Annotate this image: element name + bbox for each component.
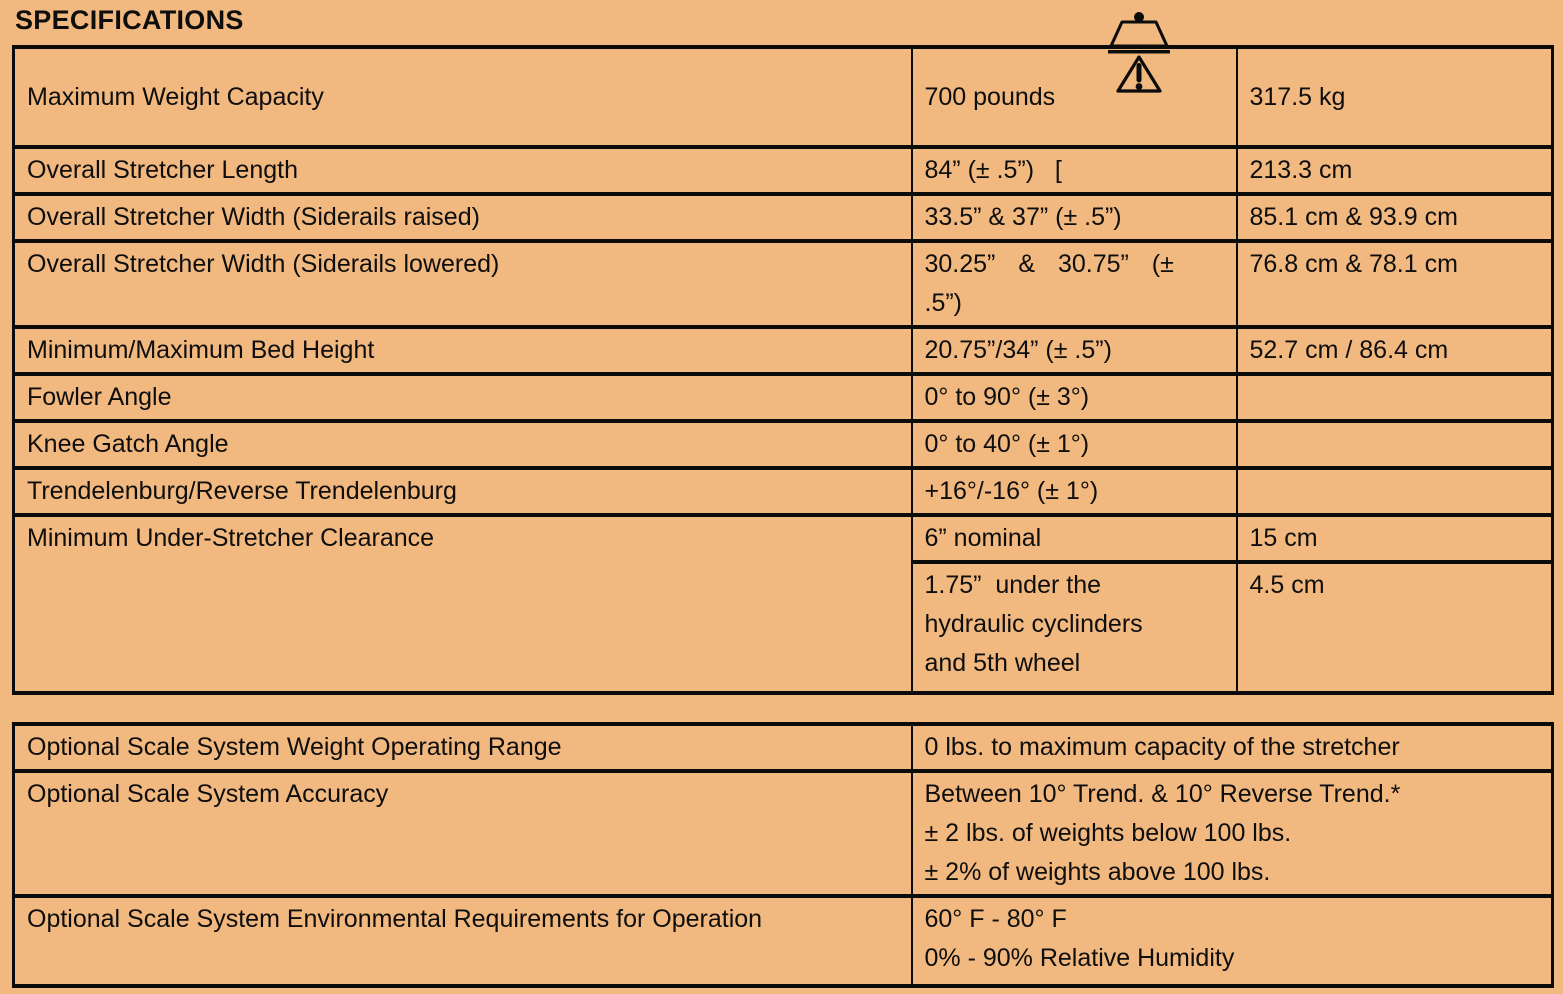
spec-imperial: 6” nominal [912, 515, 1237, 562]
spec-imperial: 700 pounds [912, 47, 1237, 147]
scale-value: 0 lbs. to maximum capacity of the stretcher [912, 724, 1553, 771]
spec-label: Minimum/Maximum Bed Height [14, 327, 912, 374]
spec-imperial [912, 241, 1237, 327]
spec-label: Overall Stretcher Width (Siderails raised) [14, 194, 912, 241]
spec-imperial: 0° to 40° (± 1°) [912, 421, 1237, 468]
spec-metric [1237, 468, 1553, 515]
table-row [14, 374, 1553, 421]
spec-label: Overall Stretcher Length [14, 147, 912, 194]
weight-icon [1108, 12, 1170, 54]
spec-imperial: 0° to 90° (± 3°) [912, 374, 1237, 421]
spec-metric: 52.7 cm / 86.4 cm [1237, 327, 1553, 374]
spec-imperial: 84” (± .5”) [ [912, 147, 1237, 194]
table-row [14, 724, 1553, 771]
spec-imperial: 20.75”/34” (± .5”) [912, 327, 1237, 374]
value-line: 30.25” & 30.75” (± [924, 250, 1174, 278]
table-row [14, 241, 1553, 327]
scale-table [12, 722, 1554, 988]
page-title: SPECIFICATIONS [15, 5, 244, 35]
table-row [14, 421, 1553, 468]
spec-metric: 4.5 cm [1237, 562, 1553, 693]
spec-imperial [912, 562, 1237, 693]
value-line: ± 2 lbs. of weights below 100 lbs. [924, 819, 1292, 847]
scale-label: Optional Scale System Environmental Requirements for Operation [14, 896, 912, 986]
value-line: 60° F - 80° F [924, 905, 1067, 933]
value-line: hydraulic cyclinders [924, 610, 1143, 638]
value-line: ± 2% of weights above 100 lbs. [924, 858, 1271, 886]
table-row [14, 327, 1553, 374]
table-row [14, 47, 1553, 147]
spec-label: Minimum Under-Stretcher Clearance [14, 515, 912, 693]
spec-label: Fowler Angle [14, 374, 912, 421]
spec-imperial: 33.5” & 37” (± .5”) [912, 194, 1237, 241]
spec-metric: 76.8 cm & 78.1 cm [1237, 241, 1553, 327]
spec-table [12, 45, 1554, 695]
table-row [14, 515, 1553, 562]
table-row [14, 896, 1553, 986]
value-line: 1.75” under the [924, 571, 1102, 599]
spec-label: Maximum Weight Capacity [14, 47, 912, 147]
table-row [14, 771, 1553, 896]
spec-imperial: +16°/-16° (± 1°) [912, 468, 1237, 515]
scale-label: Optional Scale System Weight Operating Range [14, 724, 912, 771]
spec-label: Trendelenburg/Reverse Trendelenburg [14, 468, 912, 515]
spec-metric: 15 cm [1237, 515, 1553, 562]
warning-triangle-icon [1118, 57, 1160, 91]
scale-label: Optional Scale System Accuracy [14, 771, 912, 896]
scale-value [912, 896, 1553, 986]
value-line: Between 10° Trend. & 10° Reverse Trend.* [924, 780, 1401, 808]
spec-metric [1237, 421, 1553, 468]
weight-capacity-warning-icon [1098, 7, 1180, 99]
spec-metric: 317.5 kg [1237, 47, 1553, 147]
spec-metric [1237, 374, 1553, 421]
spec-metric: 85.1 cm & 93.9 cm [1237, 194, 1553, 241]
table-row [14, 194, 1553, 241]
table-row [14, 147, 1553, 194]
scale-value [912, 771, 1553, 896]
table-row [14, 468, 1553, 515]
value-line: and 5th wheel [924, 649, 1081, 677]
spec-label: Knee Gatch Angle [14, 421, 912, 468]
value-line: .5”) [924, 289, 962, 317]
value-line: 0% - 90% Relative Humidity [924, 944, 1235, 972]
spec-metric: 213.3 cm [1237, 147, 1553, 194]
spec-label: Overall Stretcher Width (Siderails lowered) [14, 241, 912, 327]
